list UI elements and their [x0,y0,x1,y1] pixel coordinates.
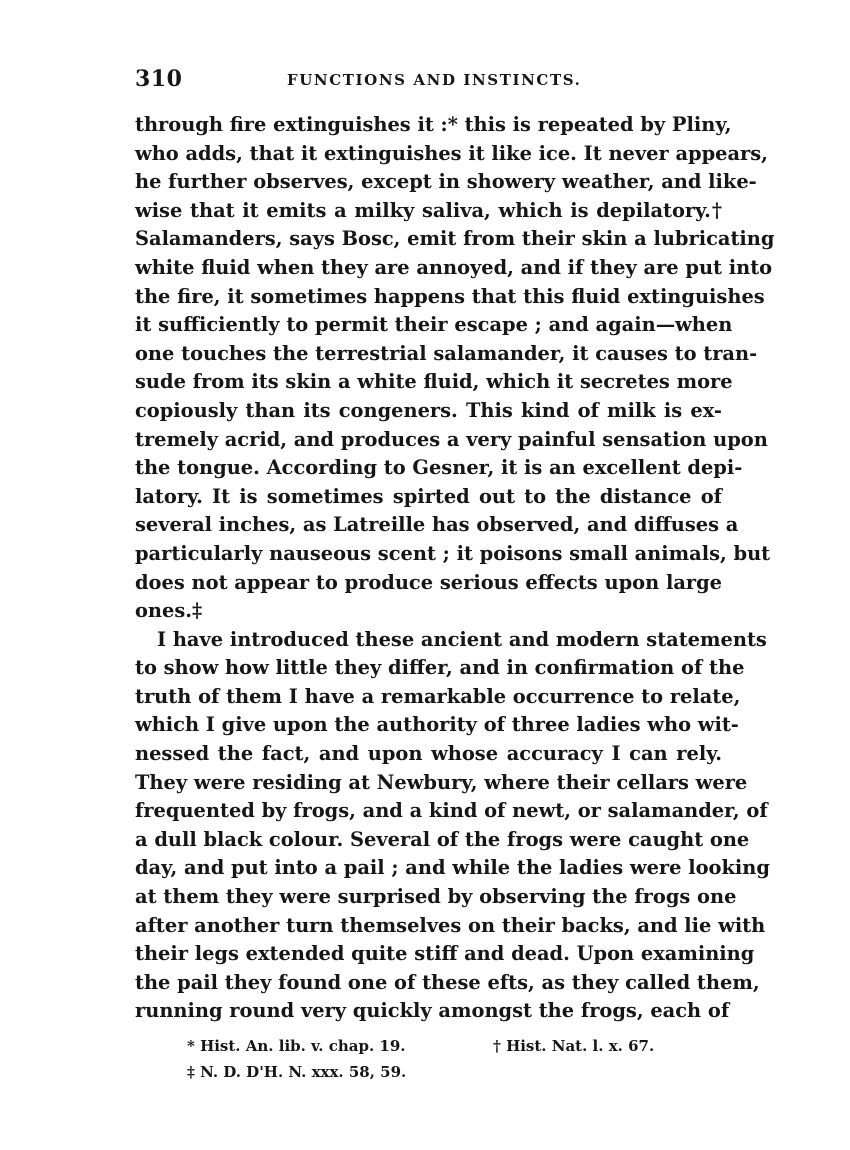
text-line: several inches, as Latreille has observed, and diffuses a [135,513,739,537]
text-line: a dull black colour. Several of the frogs were caught one [135,827,750,851]
footnote-dagger: † Hist. Nat. l. x. 67. [493,1037,655,1055]
footnote-row [135,1059,722,1085]
text-line: white fluid when they are annoyed, and if they are put into [135,255,773,279]
text-line: the pail they found one of these efts, as they called them, [135,970,760,994]
text-line: their legs extended quite stiff and dead. Upon examining [135,942,755,966]
footnote-row [135,1033,722,1059]
text-line: who adds, that it extinguishes it like ice. It never appears, [135,141,768,165]
text-line: the tongue. According to Gesner, it is an excellent depi- [135,456,743,480]
text-line: wise that it emits a milky saliva, which is depilatory.† [135,198,722,222]
page-header [135,66,725,96]
text-line: at them they were surprised by observing the frogs one [135,885,737,909]
text-line: the fire, it sometimes happens that this fluid extinguishes [135,284,765,308]
running-head: FUNCTIONS AND INSTINCTS. [287,71,582,89]
text-line: sude from its skin a white fluid, which it secretes more [135,370,733,394]
paragraph-end-line: ones.‡ [135,599,203,623]
text-line: through fire extinguishes it :* this is repeated by Pliny, [135,113,732,136]
footnotes [135,1033,722,1085]
text-line: day, and put into a pail ; and while the ladies were looking [135,856,770,880]
text-line: tremely acrid, and produces a very painful sensation upon [135,427,768,451]
text-line: copiously than its congeners. This kind of milk is ex- [135,398,722,422]
text-line: particularly nauseous scent ; it poisons small animals, but [135,541,771,565]
text-line: it sufficiently to permit their escape ; and again—when [135,313,733,337]
text-line: truth of them I have a remarkable occurrence to relate, [135,684,741,708]
text-line: does not appear to produce serious effects upon large [135,570,722,594]
text-line: to show how little they differ, and in confirmation of the [135,656,745,680]
text-line: he further observes, except in showery weather, and like- [135,170,757,194]
text-line: frequented by frogs, and a kind of newt, or salamander, of [135,799,768,823]
body-text [135,111,775,1026]
footnote-double-dagger: ‡ N. D. D'H. N. xxx. 58, 59. [187,1063,407,1081]
text-line: after another turn themselves on their backs, and lie with [135,913,766,937]
text-line: nessed the fact, and upon whose accuracy I can rely. [135,742,722,766]
text-line: which I give upon the authority of three ladies who wit- [135,713,739,737]
page-number: 310 [135,66,183,92]
paragraph-first-line: I have introduced these ancient and modern statements [157,627,767,651]
text-line: latory. It is sometimes spirted out to the distance of [135,484,722,508]
text-line: They were residing at Newbury, where their cellars were [135,770,748,794]
text-line: Salamanders, says Bosc, emit from their skin a lubricating [135,227,775,251]
text-line: one touches the terrestrial salamander, it causes to tran- [135,341,758,365]
text-line: running round very quickly amongst the frogs, each of [135,999,730,1023]
footnote-star: * Hist. An. lib. v. chap. 19. [187,1037,406,1055]
